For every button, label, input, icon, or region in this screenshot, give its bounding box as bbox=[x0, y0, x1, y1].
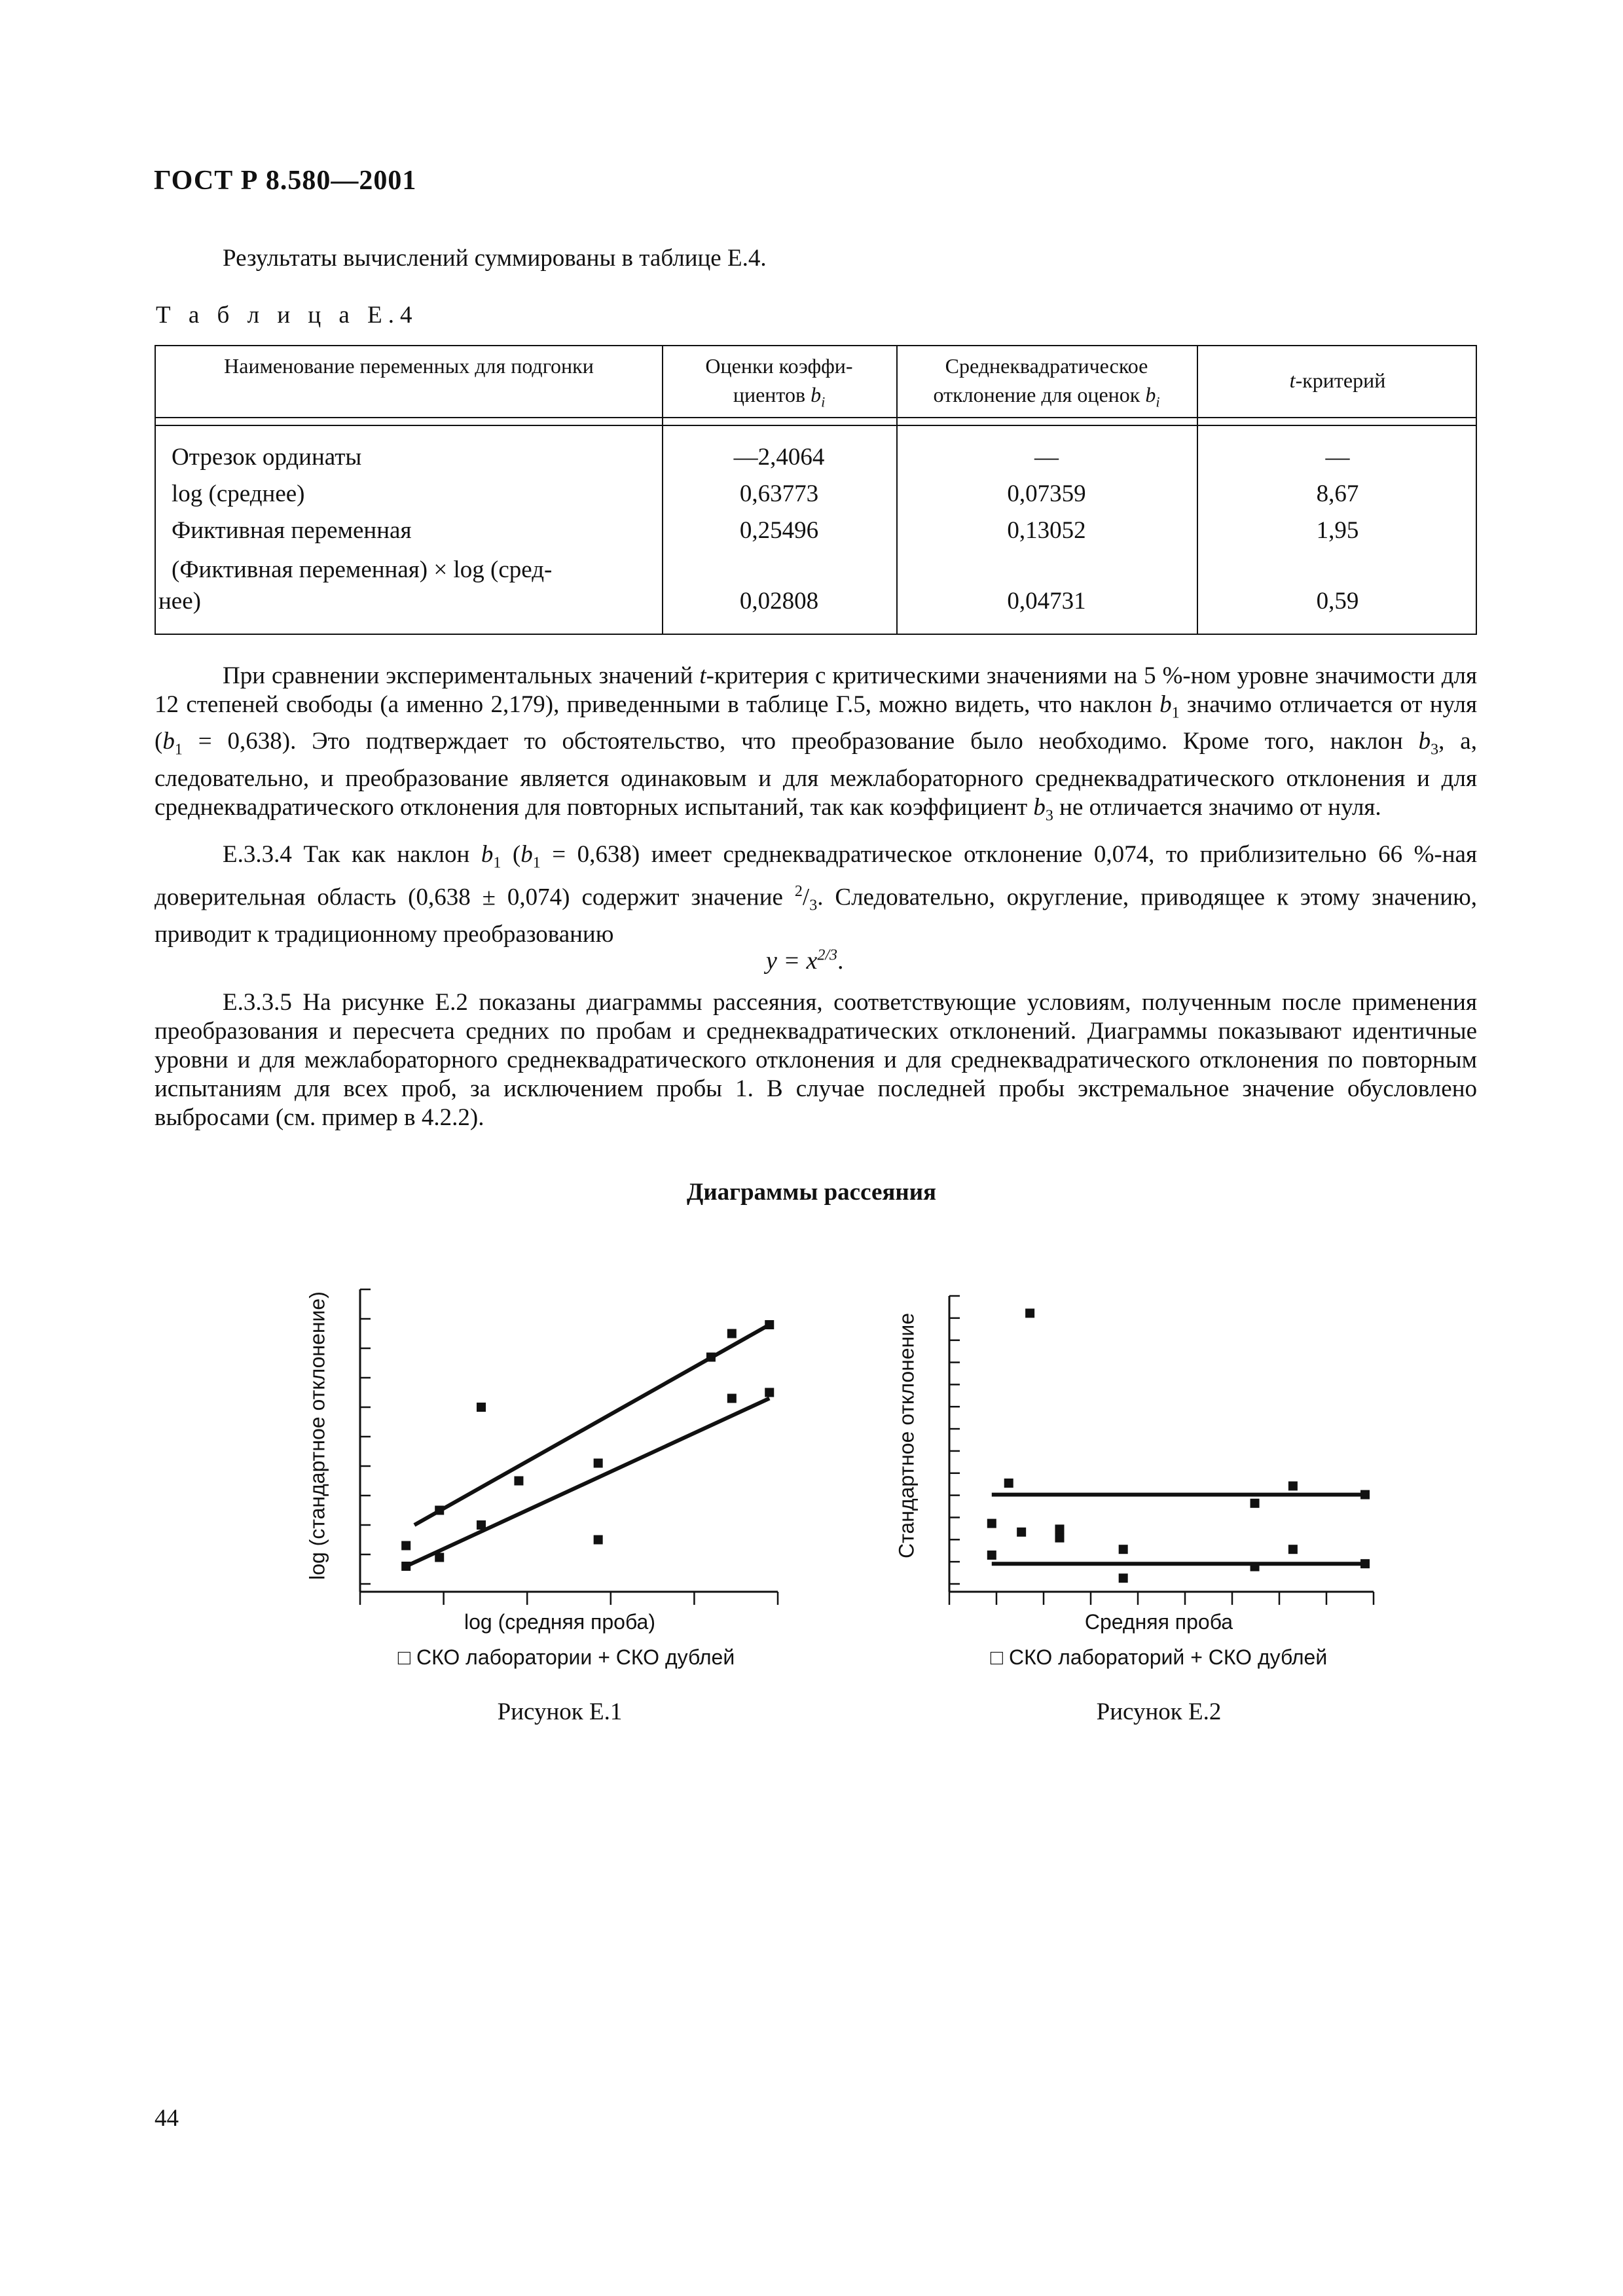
row-coef: 0,02808 bbox=[739, 588, 819, 615]
scatter-plot-e1 bbox=[301, 1270, 812, 1610]
y-axis-label: log (стандартное отклонение) bbox=[305, 1291, 329, 1580]
data-point bbox=[1288, 1481, 1298, 1490]
data-point bbox=[1025, 1308, 1034, 1318]
data-point bbox=[477, 1403, 486, 1412]
row-name: (Фиктивная переменная) × log (сред- bbox=[172, 556, 553, 583]
data-point bbox=[401, 1541, 410, 1551]
data-point bbox=[1360, 1559, 1370, 1568]
data-point bbox=[435, 1506, 444, 1515]
data-point bbox=[477, 1520, 486, 1530]
figure-e2 bbox=[884, 1270, 1395, 1728]
fit-line bbox=[406, 1399, 769, 1567]
paragraph-1: При сравнении экспериментальных значений t-критерия с критическими значениями на 5 %-ном уровне значимости для 12 степеней свободы (а именно 2,179), приведенными в таблице Г.5, можно видеть, что наклон $b_1$ значимо отличается от нуля $(b_1 = 0,638)$. Это подтверждает то обстоятельство, что преобразование было необходимо. Кроме того, наклон $b_3$, а, следовательно, и преобразование является одинаковым и для межлабораторного среднеквадратического отклонения и для среднеквадратического отклонения для повторных испытаний, так как коэффициент $b_3$ не отличается значимо от нуля. bbox=[155, 662, 1477, 825]
data-point bbox=[987, 1519, 996, 1528]
row-sd: 0,13052 bbox=[1007, 517, 1086, 544]
row-t: — bbox=[1325, 444, 1350, 471]
row-name-cont: нее) bbox=[158, 588, 201, 615]
data-point bbox=[727, 1394, 737, 1403]
row-sd: 0,07359 bbox=[1007, 480, 1086, 507]
document-header: ГОСТ Р 8.580—2001 bbox=[154, 166, 417, 196]
data-point bbox=[401, 1562, 410, 1571]
x-axis-label: Средняя проба bbox=[1084, 1610, 1233, 1634]
data-point bbox=[1250, 1562, 1260, 1571]
data-point bbox=[1055, 1534, 1064, 1543]
row-name: Отрезок ординаты bbox=[172, 444, 362, 471]
data-point bbox=[765, 1388, 774, 1397]
data-point bbox=[987, 1551, 996, 1560]
figures-heading: Диаграммы рассеяния bbox=[686, 1179, 937, 1206]
data-point bbox=[1288, 1545, 1298, 1554]
table-caption: Т а б л и ц а Е.4 bbox=[156, 302, 418, 329]
data-point bbox=[1360, 1490, 1370, 1499]
data-point bbox=[1250, 1499, 1260, 1508]
figure-caption: Рисунок Е.1 bbox=[497, 1698, 623, 1725]
data-point bbox=[1119, 1573, 1128, 1583]
data-point bbox=[706, 1353, 716, 1362]
row-coef: —2,4064 bbox=[733, 444, 825, 471]
row-sd: — bbox=[1034, 444, 1059, 471]
results-table bbox=[155, 345, 1477, 635]
row-name: Фиктивная переменная bbox=[172, 517, 412, 544]
scatter-plot-e2 bbox=[884, 1270, 1395, 1610]
data-point bbox=[514, 1477, 523, 1486]
data-point bbox=[1017, 1528, 1026, 1537]
row-coef: 0,25496 bbox=[739, 517, 819, 544]
data-point bbox=[435, 1553, 444, 1562]
paragraph-2: Е.3.3.4 Так как наклон $b_1$ $(b_1 = 0,638)$ имеет среднеквадратическое отклонение 0,074, то приблизительно 66 %-ная доверительная область (0,638 ± 0,074) содержит значение $^2/_3$. Следовательно, округление, приводящее к этому значению, приводит к традиционному преобразованию bbox=[155, 841, 1477, 948]
data-point bbox=[594, 1459, 603, 1468]
data-point bbox=[727, 1329, 737, 1338]
legend: □ СКО лабораторий + СКО дублей bbox=[990, 1645, 1328, 1669]
row-t: 8,67 bbox=[1316, 480, 1359, 507]
data-point bbox=[1119, 1545, 1128, 1554]
header-name: Наименование переменных для подгонки bbox=[224, 354, 594, 378]
data-point bbox=[594, 1535, 603, 1545]
formula: $y = x^{2/3}$. bbox=[766, 946, 844, 975]
row-t: 1,95 bbox=[1316, 517, 1359, 544]
row-t: 0,59 bbox=[1316, 588, 1359, 615]
y-axis-label: Стандартное отклонение bbox=[894, 1313, 919, 1558]
data-point bbox=[1004, 1479, 1013, 1488]
data-point bbox=[1055, 1524, 1064, 1534]
header-t: t-критерий bbox=[1289, 368, 1386, 392]
x-axis-label: log (средняя проба) bbox=[464, 1610, 655, 1634]
paragraph-3: Е.3.3.5 На рисунке Е.2 показаны диаграммы рассеяния, соответствующие условиям, полученным после применения преобразования и пересчета средних по пробам и среднеквадратических отклонений. Диаграммы показывают идентичные уровни и для межлабораторного среднеквадратического отклонения и для среднеквадратического отклонения по повторным испытаниям для всех проб, за исключением пробы 1. В случае последней пробы экстремальное значение обусловлено выбросами (см. пример в 4.2.2). bbox=[155, 989, 1477, 1131]
figure-caption: Рисунок Е.2 bbox=[1096, 1698, 1222, 1725]
page-number: 44 bbox=[155, 2105, 179, 2132]
legend: □ СКО лаборатории + СКО дублей bbox=[397, 1645, 735, 1669]
intro-text: Результаты вычислений суммированы в таблице Е.4. bbox=[223, 245, 767, 272]
data-point bbox=[765, 1320, 774, 1329]
header-sd: Среднеквадратическое отклонение для оценок $b_i$ bbox=[933, 354, 1160, 410]
figure-e1 bbox=[301, 1270, 812, 1728]
row-coef: 0,63773 bbox=[739, 480, 819, 507]
row-sd: 0,04731 bbox=[1007, 588, 1086, 615]
header-coef: Оценки коэффи- циентов $b_i$ bbox=[705, 354, 853, 410]
row-name: log (среднее) bbox=[172, 480, 305, 507]
